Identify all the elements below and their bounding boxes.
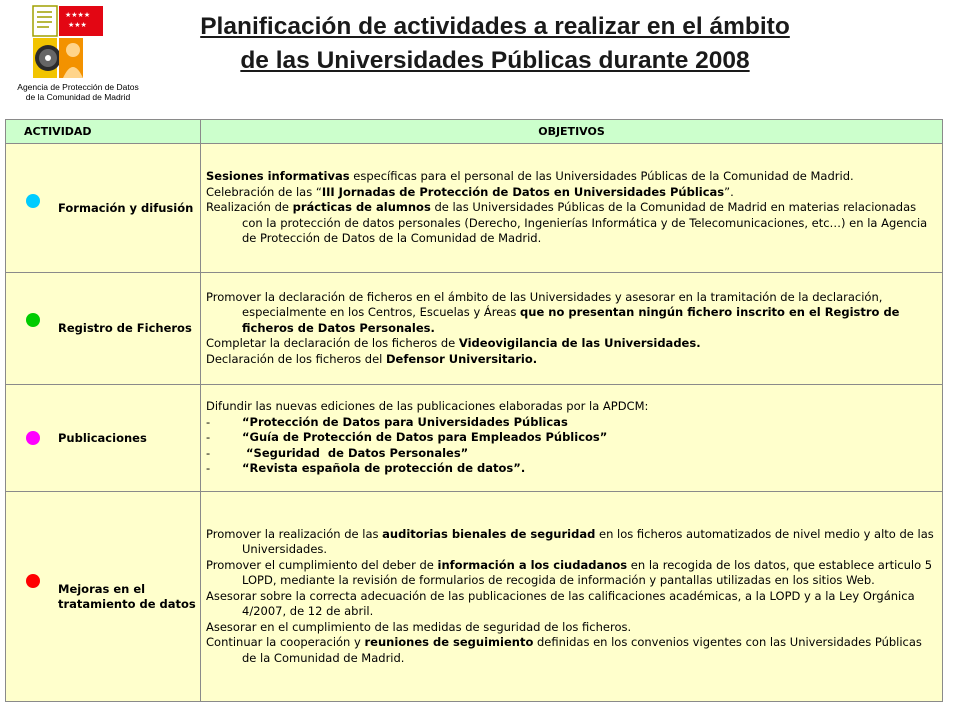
svg-text:★★★★: ★★★★ [65, 11, 91, 19]
objective-item: Promover la realización de las auditorias bienales de seguridad en los ficheros automatizados de nivel medio y alto de las Universidades. [206, 526, 934, 557]
header-objectives: OBJETIVOS [201, 120, 943, 144]
logo-caption-line2: de la Comunidad de Madrid [25, 92, 131, 102]
objective-item: Sesiones informativas específicas para el personal de las Universidades Públicas de la Comunidad de Madrid. [206, 169, 854, 184]
objectives-cell [201, 385, 943, 492]
table-row [6, 144, 943, 273]
objective-item: Asesorar en el cumplimiento de las medidas de seguridad de los ficheros. [206, 619, 632, 634]
activity-label: Registro de Ficheros [58, 321, 192, 335]
publication-item: - “Guía de Protección de Datos para Empleados Públicos” [206, 430, 608, 445]
objectives-cell [201, 492, 943, 702]
activity-cell [6, 273, 201, 385]
page-title [100, 10, 890, 78]
table-row [6, 385, 943, 492]
objective-item: Promover la declaración de ficheros en el ámbito de las Universidades y asesorar en la tramitación de la declaración, especialmente en los Centros, Escuelas y Áreas que no presentan ningún fichero inscrito en el Registro de ficheros de Datos Personales. [206, 289, 900, 335]
activity-cell [6, 144, 201, 273]
header-activity: ACTIVIDAD [6, 120, 201, 144]
activities-table [5, 119, 943, 702]
objective-item: Asesorar sobre la correcta adecuación de las publicaciones de las calificaciones académicas, a la LOPD y a la Ley Orgánica 4/2007, de 12 de abril. [206, 588, 915, 619]
objective-item: Promover el cumplimiento del deber de información a los ciudadanos en la recogida de los datos, que establece articulo 5 LOPD, mediante la revisión de formularios de recogida de información y pantallas utilizadas en los sitios Web. [206, 557, 933, 588]
status-dot [26, 574, 40, 588]
objective-intro: Difundir las nuevas ediciones de las publicaciones elaboradas por la APDCM: [206, 399, 649, 414]
objective-item: Celebración de las “III Jornadas de Protección de Datos en Universidades Públicas”. [206, 184, 734, 199]
publication-item: - “Seguridad de Datos Personales” [206, 445, 469, 460]
objective-item: Realización de prácticas de alumnos de las Universidades Públicas de la Comunidad de Madrid en materias relacionadas con la protección de datos personales (Derecho, Ingenierías Informática y de Telecomunicaciones, etc…) en la Agencia de Protección de Datos de la Comunidad de Madrid. [206, 200, 928, 246]
activity-cell [6, 492, 201, 702]
svg-text:★★★: ★★★ [68, 21, 87, 29]
status-dot [26, 431, 40, 445]
title-line1: Planificación de actividades a realizar en el ámbito [200, 13, 790, 40]
activity-label: Mejoras en el tratamiento de datos [58, 581, 196, 611]
table-header-row [6, 120, 943, 144]
table-row [6, 492, 943, 702]
publication-item: - “Revista española de protección de datos”. [206, 461, 526, 476]
objectives-cell [201, 144, 943, 273]
status-dot [26, 313, 40, 327]
activity-cell [6, 385, 201, 492]
title-line2: de las Universidades Públicas durante 2008 [240, 47, 750, 74]
objective-item: Completar la declaración de los ficheros de Videovigilancia de las Universidades. [206, 336, 701, 351]
table-row [6, 273, 943, 385]
objective-item: Declaración de los ficheros del Defensor Universitario. [206, 351, 538, 366]
activity-label: Formación y difusión [58, 200, 194, 215]
status-dot [26, 194, 40, 208]
objective-item: Continuar la cooperación y reuniones de seguimiento definidas en los convenios vigentes con las Universidades Públicas de la Comunidad de Madrid. [206, 635, 922, 665]
publication-item: - “Protección de Datos para Universidades Públicas [206, 414, 568, 429]
activity-label: Publicaciones [58, 430, 147, 445]
logo-caption [3, 82, 153, 102]
logo-caption-line1: Agencia de Protección de Datos [17, 82, 139, 92]
objectives-cell [201, 273, 943, 385]
